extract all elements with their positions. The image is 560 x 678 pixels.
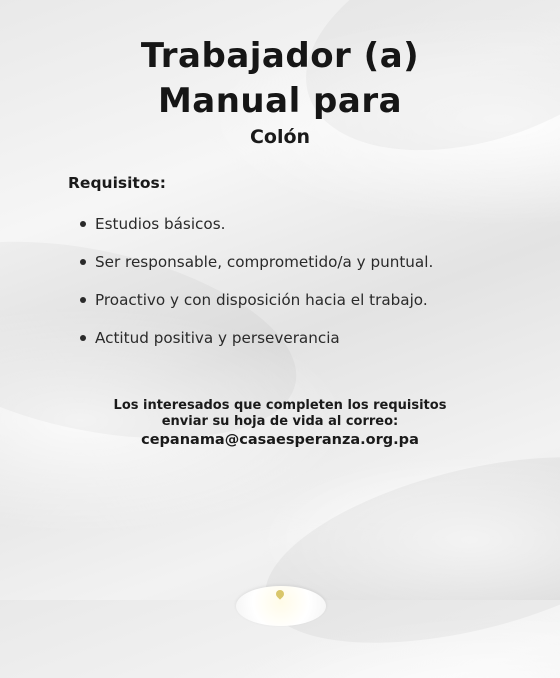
bullet-icon bbox=[80, 259, 86, 265]
requirements-heading: Requisitos: bbox=[68, 174, 166, 192]
requirements-list bbox=[80, 212, 433, 364]
contact-instruction-line-1: Los interesados que completen los requisitos bbox=[113, 398, 447, 413]
flame-icon bbox=[274, 588, 285, 599]
requirement-text: Proactivo y con disposición hacia el trabajo. bbox=[95, 291, 428, 309]
requirement-item bbox=[80, 250, 433, 288]
requirement-text: Estudios básicos. bbox=[95, 215, 226, 233]
requirement-text: Ser responsable, comprometido/a y puntual. bbox=[95, 253, 434, 271]
contact-instruction-line-2: enviar su hoja de vida al correo: bbox=[161, 414, 399, 429]
requirement-text: Actitud positiva y perseverancia bbox=[95, 329, 340, 347]
logo-icon bbox=[236, 586, 326, 626]
bullet-icon bbox=[80, 297, 86, 303]
requirement-item bbox=[80, 326, 433, 364]
bullet-icon bbox=[80, 221, 86, 227]
contact-block bbox=[0, 398, 560, 450]
page-title-line-2: Manual para bbox=[157, 81, 403, 121]
background-fold bbox=[247, 422, 560, 678]
location-subtitle: Colón bbox=[249, 126, 311, 148]
requirement-item bbox=[80, 212, 433, 250]
page-title-line-1: Trabajador (a) bbox=[140, 36, 420, 76]
requirement-item bbox=[80, 288, 433, 326]
contact-email[interactable]: cepanama@casaesperanza.org.pa bbox=[141, 432, 419, 448]
bullet-icon bbox=[80, 335, 86, 341]
